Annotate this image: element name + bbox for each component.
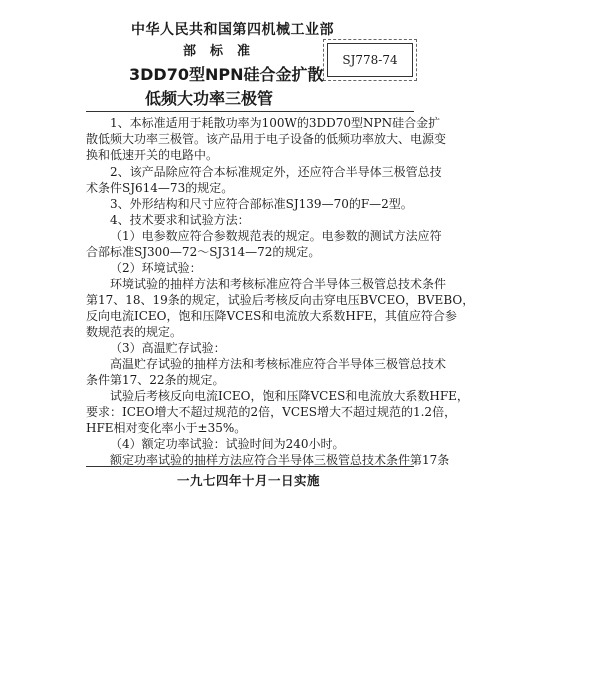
- body-line: 2、该产品除应符合本标准规定外，还应符合半导体三极管总技: [110, 165, 442, 179]
- body-line: 条件第17、22条的规定。: [86, 373, 225, 387]
- footer-divider: [86, 466, 414, 467]
- document-title-line2: 低频大功率三极管: [145, 89, 274, 108]
- implementation-date: 一九七四年十月一日实施: [177, 473, 321, 488]
- standard-code-box: [327, 43, 413, 77]
- body-line: 散低频大功率三极管。该产品用于电子设备的低频功率放大、电源变: [86, 132, 447, 146]
- body-line: 高温贮存试验的抽样方法和考核标准应符合半导体三极管总技术: [110, 357, 447, 371]
- body-line: （4）额定功率试验：试验时间为240小时。: [110, 437, 345, 451]
- body-line: （1）电参数应符合参数规范表的规定。电参数的测试方法应符: [110, 229, 442, 243]
- body-line: 额定功率试验的抽样方法应符合半导体三极管总技术条件第17条: [110, 453, 450, 467]
- body-line: 试验后考核反向电流ICEO，饱和压降VCES和电流放大系数HFE，: [110, 389, 469, 403]
- body-line: 环境试验的抽样方法和考核标准应符合半导体三极管总技术条件: [110, 277, 447, 291]
- body-line: 4、技术要求和试验方法：: [110, 213, 250, 227]
- standard-code: SJ778-74: [342, 53, 398, 67]
- body-line: （3）高温贮存试验：: [110, 341, 226, 355]
- body-line: 第17、18、19条的规定，试验后考核反向击穿电压BVCEO，BVEBO，: [86, 293, 475, 307]
- body-line: 3、外形结构和尺寸应符合部标准SJ139—70的F—2型。: [110, 197, 413, 211]
- ministry-name: 中华人民共和国第四机械工业部: [131, 22, 334, 38]
- header-divider: [86, 111, 414, 112]
- body-line: 要求：ICEO增大不超过规范的2倍，VCES增大不超过规范的1.2倍，: [86, 405, 457, 419]
- document-title-line1: 3DD70型NPN硅合金扩散: [129, 65, 324, 84]
- body-line: 换和低速开关的电路中。: [86, 148, 219, 162]
- standard-type: 部标准: [183, 44, 265, 59]
- body-line: 1、本标准适用于耗散功率为100W的3DD70型NPN硅合金扩: [110, 116, 441, 130]
- body-line: （2）环境试验：: [110, 261, 202, 275]
- body-line: 反向电流ICEO，饱和压降VCES和电流放大系数HFE，其值应符合参: [86, 309, 457, 323]
- body-line: HFE相对变化率小于±35%。: [86, 421, 247, 435]
- body-line: 合部标准SJ300—72～SJ314—72的规定。: [86, 245, 321, 259]
- body-line: 术条件SJ614—73的规定。: [86, 181, 234, 195]
- body-line: 数规范表的规定。: [86, 325, 183, 339]
